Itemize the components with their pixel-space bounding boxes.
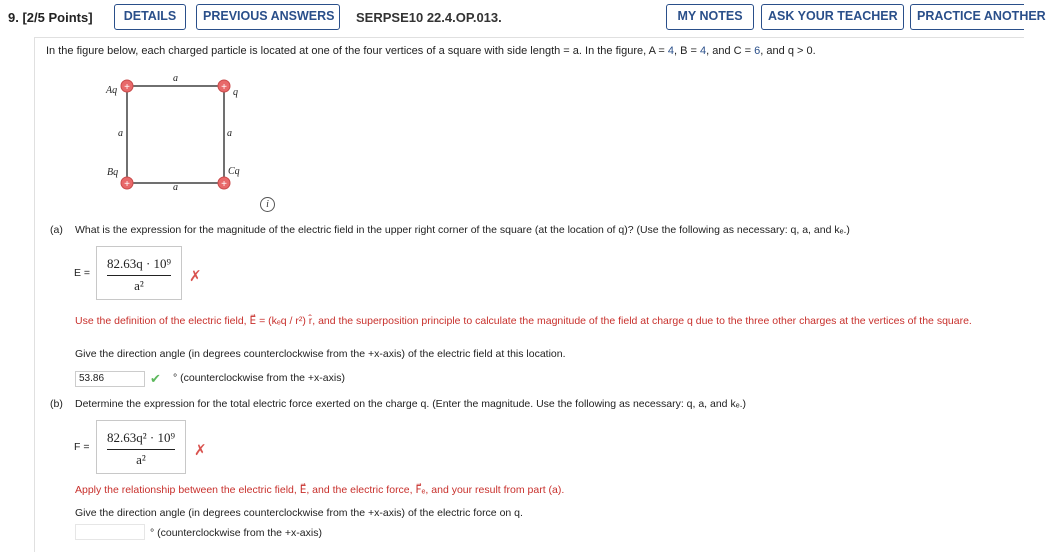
svg-text:+: +: [124, 82, 130, 93]
practice-another-button[interactable]: PRACTICE ANOTHER: [910, 4, 1024, 30]
question-header: [0, 0, 1046, 38]
part-a-direction-prompt: Give the direction angle (in degrees counterclockwise from the +x-axis) of the electric field at this location.: [75, 348, 566, 360]
info-icon[interactable]: i: [260, 197, 275, 212]
header-divider: [34, 37, 1024, 38]
label-q: q: [233, 87, 238, 98]
problem-code: SERPSE10 22.4.OP.013.: [356, 10, 502, 25]
charge-bottom-left: [121, 177, 133, 190]
value-c: 6: [754, 45, 761, 57]
f-direction-unit: ° (counterclockwise from the +x-axis): [150, 527, 322, 539]
part-a-question: What is the expression for the magnitude of the electric field in the upper right corner of the square (at the location of q)? (Use the following as necessary: q, a, and kₑ.): [75, 224, 850, 236]
e-answer-numerator: 82.63q · 10⁹: [106, 256, 172, 271]
incorrect-icon: ✗: [189, 268, 202, 285]
charge-bottom-right: [218, 177, 230, 190]
svg-text:+: +: [124, 179, 130, 190]
part-b-direction-prompt: Give the direction angle (in degrees counterclockwise from the +x-axis) of the electric force on q.: [75, 507, 523, 519]
f-label: F =: [74, 441, 90, 453]
svg-text:+: +: [221, 179, 227, 190]
label-aq: Aq: [106, 85, 118, 96]
fraction-bar: [107, 275, 171, 276]
ask-your-teacher-button[interactable]: ASK YOUR TEACHER: [761, 4, 904, 30]
value-a: 4: [667, 45, 675, 57]
f-answer-denominator: a²: [136, 452, 146, 467]
charge-top-right: [218, 80, 230, 93]
previous-answers-button[interactable]: PREVIOUS ANSWERS: [196, 4, 340, 30]
square: [127, 86, 224, 183]
svg-text:+: +: [221, 82, 227, 93]
value-b: 4: [700, 45, 707, 57]
e-label: E =: [74, 267, 91, 279]
f-direction-input[interactable]: [75, 524, 145, 540]
f-answer-field[interactable]: [96, 420, 186, 474]
content-left-border: [34, 38, 35, 552]
incorrect-icon: ✗: [194, 442, 207, 459]
my-notes-button[interactable]: MY NOTES: [666, 4, 754, 30]
charge-top-left: [121, 80, 133, 93]
problem-statement: In the figure below, each charged particle is located at one of the four vertices of a square with side length = a. In the figure, A = 4, B = 4, and C = 6, and q > 0.: [46, 45, 816, 57]
charge-square-figure: [104, 72, 254, 197]
part-b-hint: Apply the relationship between the electric field, E⃗, and the electric force, F⃗ₑ, and your result from part (a).: [75, 484, 565, 496]
side-label-bottom: a: [173, 182, 178, 193]
f-answer-numerator: 82.63q² · 10⁹: [106, 430, 175, 445]
label-bq: Bq: [107, 167, 119, 178]
part-b-label: (b): [50, 398, 63, 410]
e-direction-input[interactable]: 53.86: [75, 371, 145, 387]
side-label-right: a: [227, 128, 232, 139]
side-label-left: a: [118, 128, 123, 139]
correct-icon: ✔: [150, 371, 161, 386]
fraction-bar: [107, 449, 175, 450]
part-a-hint: Use the definition of the electric field, E⃗ = (kₑq / r²) r̂, and the superposition principle to calculate the magnitude of the field at charge q due to the three other charges at the vertices of the square.: [75, 315, 972, 327]
details-button[interactable]: DETAILS: [114, 4, 186, 30]
part-b-question: Determine the expression for the total electric force exerted on the charge q. (Enter the magnitude. Use the following as necessary: q, a, and kₑ.): [75, 398, 747, 410]
question-number: 9. [2/5 Points]: [8, 10, 93, 25]
part-a-label: (a): [50, 224, 63, 236]
e-answer-field[interactable]: [96, 246, 182, 300]
side-label-top: a: [173, 73, 178, 84]
label-cq: Cq: [228, 166, 240, 177]
e-answer-denominator: a²: [134, 278, 144, 293]
e-direction-unit: ° (counterclockwise from the +x-axis): [173, 372, 345, 384]
